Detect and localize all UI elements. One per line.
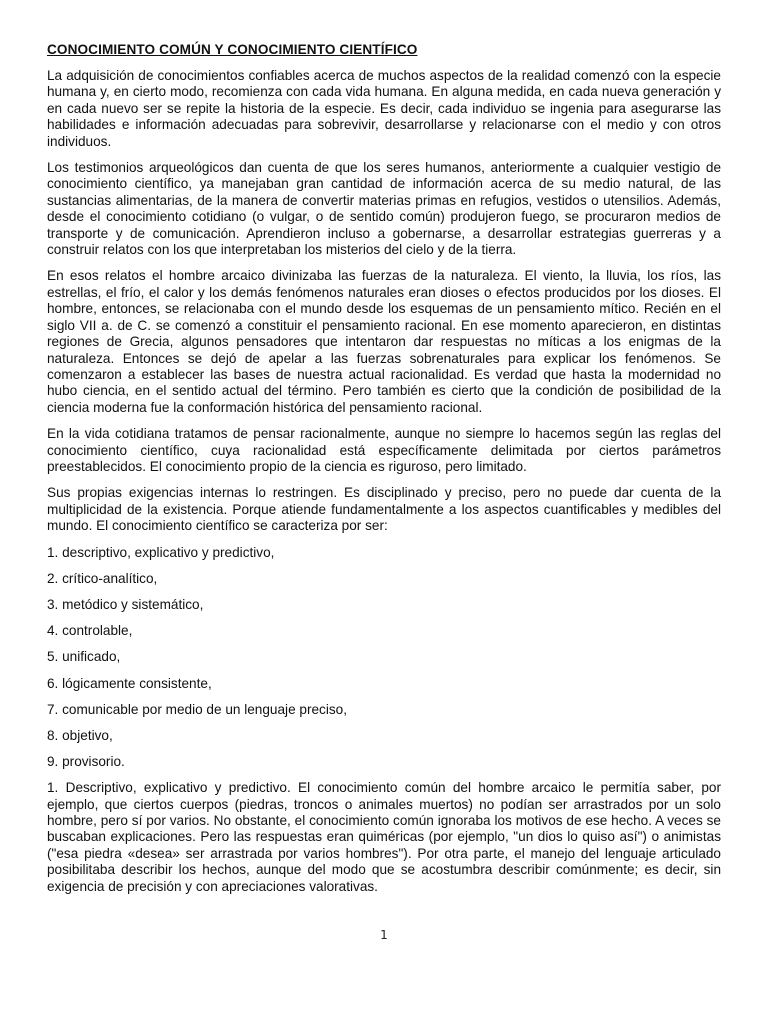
paragraph-2: Los testimonios arqueológicos dan cuenta de que los seres humanos, anteriormente a cualquier vestigio de conocimiento científico, ya manejaban gran cantidad de información acerca de su medio natural, de las sustancias alimentarias, de la manera de convertir materias primas en refugios, vestidos o utensilios. Además, desde el conocimiento cotidiano (o vulgar, o de sentido común) produjeron fuego, se procuraron medios de transporte y de comunicación. Aprendieron incluso a gobernarse, a desarrollar estrategias guerreras y a construir relatos con los que interpretaban los misterios del cielo y de la tierra. [47,160,721,258]
paragraph-4: En la vida cotidiana tratamos de pensar racionalmente, aunque no siempre lo hacemos según las reglas del conocimiento científico, cuya racionalidad está específicamente delimitada por ciertos parámetros preestablecidos. El conocimiento propio de la ciencia es riguroso, pero limitado. [47,426,721,474]
list-item: 2. crítico-analítico, [47,570,158,586]
characteristics-list [47,545,721,771]
closing-paragraph: 1. Descriptivo, explicativo y predictivo. El conocimiento común del hombre arcaico le permitía saber, por ejemplo, que ciertos cuerpos (piedras, troncos o animales muertos) no podían ser arrastrados por un solo hombre, pero sí por varios. No obstante, el conocimiento común ignoraba los motivos de ese hecho. A veces se buscaban explicaciones. Pero las respuestas eran quiméricas (por ejemplo, "un dios lo quiso así") o animistas ("esa piedra «desea» ser arrastrada por varios hombres"). Por otra parte, el manejo del lenguaje articulado posibilitaba describir los hechos, aunque del modo que se acostumbra describir comúnmente; es decir, sin exigencia de precisión y con apreciaciones valorativas. [47,780,721,894]
list-item: 9. provisorio. [47,754,125,770]
list-item: 5. unificado, [47,649,121,665]
list-item: 4. controlable, [47,623,133,639]
document-page [47,42,721,905]
paragraph-5: Sus propias exigencias internas lo restringen. Es disciplinado y preciso, pero no puede dar cuenta de la multiplicidad de la existencia. Porque atiende fundamentalmente a los aspectos cuantificables y medibles del mundo. El conocimiento científico se caracteriza por ser: [47,485,721,534]
list-item: 7. comunicable por medio de un lenguaje preciso, [47,701,348,717]
paragraph-1: La adquisición de conocimientos confiables acerca de muchos aspectos de la realidad comenzó con la especie humana y, en cierto modo, recomienza con cada vida humana. En alguna medida, en cada nueva generación y en cada nuevo ser se repite la historia de la especie. Es decir, cada individuo se ingenia para asegurarse las habilidades e información adecuadas para sobrevivir, desarrollarse y relacionarse con el medio y con otros individuos. [47,68,721,149]
document-title: CONOCIMIENTO COMÚN Y CONOCIMIENTO CIENTÍFICO [47,42,418,57]
list-item: 6. lógicamente consistente, [47,675,212,691]
page-number: 1 [380,928,388,942]
list-item: 1. descriptivo, explicativo y predictivo, [47,544,275,560]
list-item: 3. metódico y sistemático, [47,596,204,612]
paragraph-3: En esos relatos el hombre arcaico divinizaba las fuerzas de la naturaleza. El viento, la lluvia, los ríos, las estrellas, el frío, el calor y los demás fenómenos naturales eran dioses o efectos producidos por los dioses. El hombre, entonces, se relacionaba con el mundo desde los esquemas de un pensamiento mítico. Recién en el siglo VII a. de C. se comenzó a constituir el pensamiento racional. En ese momento aparecieron, en distintas regiones de Grecia, algunos pensadores que intentaron dar respuestas no míticas a los enigmas de la naturaleza. Entonces se dejó de apelar a las fuerzas sobrenaturales para explicar los fenómenos. Se comenzaron a establecer las bases de nuestra actual racionalidad. Es verdad que hasta la modernidad no hubo ciencia, en el sentido actual del término. Pero también es cierto que la condición de posibilidad de la ciencia moderna fue la conformación histórica del pensamiento racional. [47,268,721,415]
list-item: 8. objetivo, [47,727,113,743]
